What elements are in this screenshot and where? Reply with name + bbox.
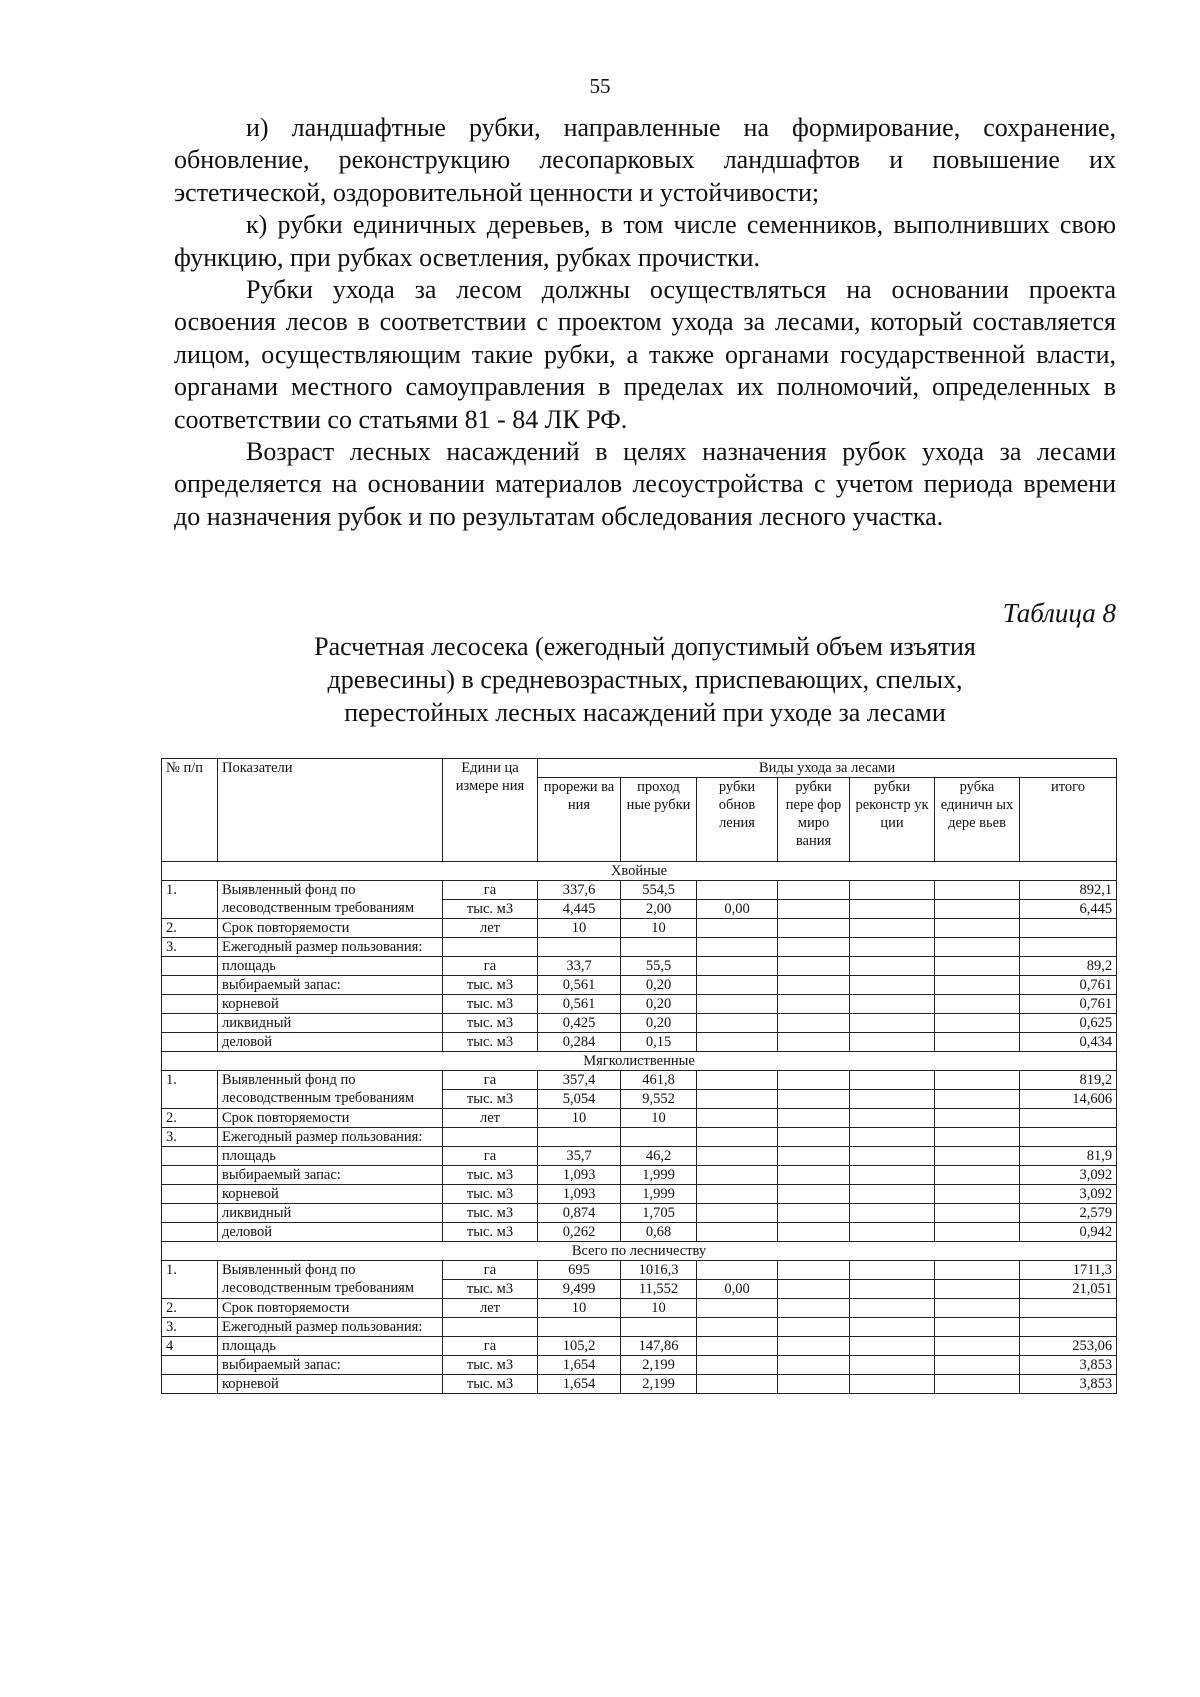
cell-value xyxy=(850,881,935,900)
cell-value xyxy=(778,1204,850,1223)
header-col: прорежи ва ния xyxy=(538,778,621,862)
cell-value xyxy=(621,1128,697,1147)
cell-value xyxy=(697,1128,778,1147)
row-label: выбираемый запас: xyxy=(218,976,443,995)
cell-value xyxy=(1020,1299,1117,1318)
cell-value xyxy=(935,1204,1020,1223)
row-label: площадь xyxy=(218,957,443,976)
table-title-line: древесины) в средневозрастных, приспевающих, спелых, xyxy=(327,665,963,694)
cell-value xyxy=(935,1356,1020,1375)
row-number xyxy=(162,1375,218,1394)
cell-value: 0,284 xyxy=(538,1033,621,1052)
cell-value xyxy=(935,1033,1020,1052)
cell-value xyxy=(697,1014,778,1033)
cell-value: 10 xyxy=(621,1299,697,1318)
cell-value xyxy=(778,1033,850,1052)
cell-value xyxy=(778,1375,850,1394)
cell-value: 0,761 xyxy=(1020,995,1117,1014)
cell-value: 0,561 xyxy=(538,995,621,1014)
cell-value xyxy=(538,938,621,957)
group-title: Мягколиственные xyxy=(162,1052,1117,1071)
cell-value xyxy=(697,1033,778,1052)
table-title-line: Расчетная лесосека (ежегодный допустимый объем изъятия xyxy=(314,632,976,661)
table-row xyxy=(162,995,1117,1014)
cell-value: 33,7 xyxy=(538,957,621,976)
cell-value: 46,2 xyxy=(621,1147,697,1166)
row-label: Выявленный фонд по лесоводственным требованиям xyxy=(218,881,443,919)
cell-value xyxy=(697,957,778,976)
cell-value: 4,445 xyxy=(538,900,621,919)
cell-value xyxy=(935,976,1020,995)
row-label: Выявленный фонд по лесоводственным требованиям xyxy=(218,1071,443,1109)
cell-value xyxy=(697,1261,778,1280)
row-label: Срок повторяемости xyxy=(218,919,443,938)
row-label: Ежегодный размер пользования: xyxy=(218,1318,443,1337)
cell-value xyxy=(697,881,778,900)
cell-value xyxy=(935,1109,1020,1128)
cell-value: 0,625 xyxy=(1020,1014,1117,1033)
cell-value xyxy=(538,1128,621,1147)
row-number xyxy=(162,1204,218,1223)
row-number: 1. xyxy=(162,1261,218,1299)
row-unit: га xyxy=(443,957,538,976)
row-unit: тыс. м3 xyxy=(443,1166,538,1185)
cell-value: 0,00 xyxy=(697,1280,778,1299)
table-row xyxy=(162,1204,1117,1223)
row-label: корневой xyxy=(218,1185,443,1204)
cell-value xyxy=(778,919,850,938)
cell-value: 2,199 xyxy=(621,1375,697,1394)
table-row xyxy=(162,1166,1117,1185)
table-row xyxy=(162,1109,1117,1128)
cell-value xyxy=(538,1318,621,1337)
cell-value: 0,262 xyxy=(538,1223,621,1242)
cell-value xyxy=(778,1166,850,1185)
row-label: Ежегодный размер пользования: xyxy=(218,1128,443,1147)
row-number: 1. xyxy=(162,881,218,919)
row-number xyxy=(162,1185,218,1204)
row-number: 3. xyxy=(162,1318,218,1337)
row-number xyxy=(162,957,218,976)
cell-value xyxy=(778,881,850,900)
cell-value xyxy=(621,1318,697,1337)
row-number xyxy=(162,995,218,1014)
table-row xyxy=(162,938,1117,957)
cell-value xyxy=(778,1318,850,1337)
cell-value xyxy=(778,1185,850,1204)
row-label: выбираемый запас: xyxy=(218,1356,443,1375)
row-unit: тыс. м3 xyxy=(443,900,538,919)
cell-value xyxy=(850,1014,935,1033)
row-unit: тыс. м3 xyxy=(443,1185,538,1204)
row-unit: тыс. м3 xyxy=(443,995,538,1014)
logging-table xyxy=(161,758,1117,1394)
cell-value: 21,051 xyxy=(1020,1280,1117,1299)
cell-value xyxy=(697,995,778,1014)
cell-value: 14,606 xyxy=(1020,1090,1117,1109)
page-number: 55 xyxy=(589,74,611,98)
cell-value: 81,9 xyxy=(1020,1147,1117,1166)
cell-value xyxy=(850,1033,935,1052)
row-number xyxy=(162,976,218,995)
cell-value xyxy=(778,1223,850,1242)
cell-value xyxy=(935,995,1020,1014)
cell-value xyxy=(697,1185,778,1204)
cell-value xyxy=(778,1090,850,1109)
cell-value: 0,68 xyxy=(621,1223,697,1242)
cell-value xyxy=(850,919,935,938)
table-row xyxy=(162,976,1117,995)
cell-value: 0,561 xyxy=(538,976,621,995)
cell-value xyxy=(697,1166,778,1185)
cell-value: 9,499 xyxy=(538,1280,621,1299)
cell-value: 1016,3 xyxy=(621,1261,697,1280)
row-label: ликвидный xyxy=(218,1204,443,1223)
cell-value xyxy=(935,1166,1020,1185)
cell-value xyxy=(778,1147,850,1166)
cell-value: 0,20 xyxy=(621,976,697,995)
row-unit: тыс. м3 xyxy=(443,1090,538,1109)
cell-value: 0,20 xyxy=(621,995,697,1014)
row-unit: тыс. м3 xyxy=(443,1014,538,1033)
cell-value xyxy=(1020,938,1117,957)
cell-value xyxy=(935,1014,1020,1033)
row-number xyxy=(162,1356,218,1375)
cell-value xyxy=(778,1071,850,1090)
cell-value xyxy=(850,1299,935,1318)
row-label: Срок повторяемости xyxy=(218,1109,443,1128)
cell-value xyxy=(697,1299,778,1318)
row-unit: га xyxy=(443,1071,538,1090)
row-number: 3. xyxy=(162,938,218,957)
table-row xyxy=(162,1337,1117,1356)
cell-value xyxy=(850,1223,935,1242)
cell-value: 2,199 xyxy=(621,1356,697,1375)
cell-value: 337,6 xyxy=(538,881,621,900)
cell-value: 1,999 xyxy=(621,1166,697,1185)
row-label: корневой xyxy=(218,995,443,1014)
cell-value xyxy=(850,1261,935,1280)
row-unit: га xyxy=(443,1147,538,1166)
row-unit: тыс. м3 xyxy=(443,1204,538,1223)
group-row xyxy=(162,1052,1117,1071)
cell-value xyxy=(935,957,1020,976)
cell-value xyxy=(1020,1128,1117,1147)
cell-value xyxy=(850,976,935,995)
cell-value xyxy=(935,1261,1020,1280)
cell-value: 3,853 xyxy=(1020,1356,1117,1375)
cell-value: 11,552 xyxy=(621,1280,697,1299)
cell-value xyxy=(697,919,778,938)
cell-value xyxy=(1020,1109,1117,1128)
cell-value xyxy=(850,900,935,919)
cell-value: 0,425 xyxy=(538,1014,621,1033)
table-row xyxy=(162,1147,1117,1166)
header-indicators: Показатели xyxy=(218,759,443,862)
row-number xyxy=(162,1033,218,1052)
group-row xyxy=(162,862,1117,881)
cell-value: 105,2 xyxy=(538,1337,621,1356)
table-header-row xyxy=(162,759,1117,778)
cell-value xyxy=(697,1147,778,1166)
cell-value xyxy=(778,900,850,919)
row-unit: тыс. м3 xyxy=(443,976,538,995)
table-row xyxy=(162,1261,1117,1280)
cell-value xyxy=(935,1185,1020,1204)
cell-value: 0,942 xyxy=(1020,1223,1117,1242)
row-number: 1. xyxy=(162,1071,218,1109)
cell-value: 147,86 xyxy=(621,1337,697,1356)
table-row xyxy=(162,881,1117,900)
row-unit: га xyxy=(443,1261,538,1280)
row-label: Срок повторяемости xyxy=(218,1299,443,1318)
cell-value xyxy=(935,1090,1020,1109)
header-kinds: Виды ухода за лесами xyxy=(538,759,1117,778)
row-unit xyxy=(443,1318,538,1337)
cell-value xyxy=(778,1014,850,1033)
cell-value: 3,092 xyxy=(1020,1166,1117,1185)
row-label: деловой xyxy=(218,1223,443,1242)
cell-value xyxy=(697,1090,778,1109)
group-title: Всего по лесничеству xyxy=(162,1242,1117,1261)
cell-value xyxy=(697,938,778,957)
cell-value: 357,4 xyxy=(538,1071,621,1090)
cell-value xyxy=(778,1109,850,1128)
cell-value: 1,093 xyxy=(538,1166,621,1185)
cell-value: 2,00 xyxy=(621,900,697,919)
row-unit: лет xyxy=(443,1299,538,1318)
row-unit: тыс. м3 xyxy=(443,1356,538,1375)
cell-value xyxy=(778,1356,850,1375)
row-label: выбираемый запас: xyxy=(218,1166,443,1185)
row-label: ликвидный xyxy=(218,1014,443,1033)
cell-value: 0,434 xyxy=(1020,1033,1117,1052)
header-col: проход ные рубки xyxy=(621,778,697,862)
row-label: площадь xyxy=(218,1147,443,1166)
cell-value: 10 xyxy=(621,919,697,938)
cell-value: 3,853 xyxy=(1020,1375,1117,1394)
cell-value: 1,654 xyxy=(538,1356,621,1375)
paragraph: Возраст лесных насаждений в целях назначения рубок ухода за лесами определяется на основании материалов лесоустройства с учетом периода времени до назначения рубок и по результатам обследования лесного участка. xyxy=(174,437,1116,531)
cell-value: 1,654 xyxy=(538,1375,621,1394)
cell-value xyxy=(935,1128,1020,1147)
row-unit: лет xyxy=(443,1109,538,1128)
cell-value xyxy=(778,1261,850,1280)
table-row xyxy=(162,1375,1117,1394)
cell-value xyxy=(850,1090,935,1109)
cell-value: 819,2 xyxy=(1020,1071,1117,1090)
header-col: рубки пере фор миро вания xyxy=(778,778,850,862)
table-row xyxy=(162,1071,1117,1090)
cell-value xyxy=(778,957,850,976)
row-unit: тыс. м3 xyxy=(443,1280,538,1299)
cell-value xyxy=(778,995,850,1014)
row-number xyxy=(162,1166,218,1185)
row-unit xyxy=(443,1128,538,1147)
cell-value: 10 xyxy=(621,1109,697,1128)
cell-value: 1,093 xyxy=(538,1185,621,1204)
cell-value xyxy=(697,1204,778,1223)
paragraph: к) рубки единичных деревьев, в том числе семенников, выполнивших свою функцию, при рубках осветления, рубках прочистки. xyxy=(174,210,1116,272)
cell-value xyxy=(850,938,935,957)
cell-value: 461,8 xyxy=(621,1071,697,1090)
row-number xyxy=(162,1223,218,1242)
row-unit xyxy=(443,938,538,957)
cell-value xyxy=(697,1375,778,1394)
cell-value xyxy=(850,1280,935,1299)
cell-value xyxy=(935,900,1020,919)
cell-value xyxy=(850,1166,935,1185)
cell-value xyxy=(697,1318,778,1337)
table-body xyxy=(162,759,1117,1394)
cell-value xyxy=(935,1318,1020,1337)
cell-value: 0,874 xyxy=(538,1204,621,1223)
cell-value xyxy=(697,1356,778,1375)
cell-value: 253,06 xyxy=(1020,1337,1117,1356)
cell-value xyxy=(935,1223,1020,1242)
cell-value xyxy=(850,1071,935,1090)
cell-value: 1711,3 xyxy=(1020,1261,1117,1280)
cell-value xyxy=(850,1356,935,1375)
cell-value xyxy=(697,1109,778,1128)
cell-value xyxy=(935,1280,1020,1299)
cell-value xyxy=(850,1204,935,1223)
cell-value xyxy=(850,1337,935,1356)
row-unit: лет xyxy=(443,919,538,938)
cell-value: 0,761 xyxy=(1020,976,1117,995)
table-row xyxy=(162,1033,1117,1052)
cell-value xyxy=(935,1071,1020,1090)
group-row xyxy=(162,1242,1117,1261)
cell-value xyxy=(850,1185,935,1204)
table-row xyxy=(162,957,1117,976)
cell-value xyxy=(697,1337,778,1356)
header-col: рубка единичн ых дере вьев xyxy=(935,778,1020,862)
row-unit: тыс. м3 xyxy=(443,1033,538,1052)
paragraph: и) ландшафтные рубки, направленные на формирование, сохранение, обновление, реконструкцию лесопарковых ландшафтов и повышение их эстетической, оздоровительной ценности и устойчивости; xyxy=(174,113,1116,207)
cell-value: 10 xyxy=(538,919,621,938)
row-label: Ежегодный размер пользования: xyxy=(218,938,443,957)
row-number: 3. xyxy=(162,1128,218,1147)
cell-value: 695 xyxy=(538,1261,621,1280)
cell-value: 892,1 xyxy=(1020,881,1117,900)
cell-value: 35,7 xyxy=(538,1147,621,1166)
cell-value xyxy=(935,1375,1020,1394)
cell-value xyxy=(850,1375,935,1394)
table-row xyxy=(162,1128,1117,1147)
cell-value xyxy=(778,1337,850,1356)
table-row xyxy=(162,1318,1117,1337)
row-unit: тыс. м3 xyxy=(443,1223,538,1242)
row-number xyxy=(162,1014,218,1033)
table-title-line: перестойных лесных насаждений при уходе за лесами xyxy=(344,698,946,727)
header-col: итого xyxy=(1020,778,1117,862)
row-number: 4 xyxy=(162,1337,218,1356)
cell-value xyxy=(697,1223,778,1242)
cell-value xyxy=(778,976,850,995)
cell-value xyxy=(850,1109,935,1128)
cell-value xyxy=(850,957,935,976)
cell-value: 5,054 xyxy=(538,1090,621,1109)
cell-value xyxy=(1020,1318,1117,1337)
cell-value: 10 xyxy=(538,1109,621,1128)
row-number xyxy=(162,1147,218,1166)
paragraph: Рубки ухода за лесом должны осуществляться на основании проекта освоения лесов в соответствии с проектом ухода за лесами, который составляется лицом, осуществляющим такие рубки, а также органами государственной власти, органами местного самоуправления в пределах их полномочий, определенных в соответствии со статьями 81 - 84 ЛК РФ. xyxy=(174,275,1116,434)
cell-value xyxy=(850,1128,935,1147)
row-unit: тыс. м3 xyxy=(443,1375,538,1394)
table-row xyxy=(162,919,1117,938)
cell-value xyxy=(850,1147,935,1166)
cell-value: 10 xyxy=(538,1299,621,1318)
header-num: № п/п xyxy=(162,759,218,862)
cell-value xyxy=(935,919,1020,938)
row-label: деловой xyxy=(218,1033,443,1052)
cell-value: 9,552 xyxy=(621,1090,697,1109)
row-label: корневой xyxy=(218,1375,443,1394)
cell-value: 2,579 xyxy=(1020,1204,1117,1223)
cell-value xyxy=(935,1299,1020,1318)
cell-value xyxy=(935,881,1020,900)
cell-value xyxy=(621,938,697,957)
cell-value: 0,00 xyxy=(697,900,778,919)
cell-value: 554,5 xyxy=(621,881,697,900)
row-label: Выявленный фонд по лесоводственным требованиям xyxy=(218,1261,443,1299)
cell-value: 3,092 xyxy=(1020,1185,1117,1204)
cell-value xyxy=(697,1071,778,1090)
cell-value xyxy=(778,1280,850,1299)
body-text xyxy=(174,112,1116,533)
cell-value xyxy=(778,1128,850,1147)
cell-value xyxy=(850,1318,935,1337)
group-title: Хвойные xyxy=(162,862,1117,881)
table-row xyxy=(162,1223,1117,1242)
table-row xyxy=(162,1299,1117,1318)
table-row xyxy=(162,1014,1117,1033)
cell-value: 6,445 xyxy=(1020,900,1117,919)
cell-value xyxy=(935,1337,1020,1356)
row-number: 2. xyxy=(162,1299,218,1318)
table-row xyxy=(162,1356,1117,1375)
row-number: 2. xyxy=(162,919,218,938)
cell-value xyxy=(778,938,850,957)
header-unit: Едини ца измере ния xyxy=(443,759,538,862)
header-col: рубки реконстр ук ции xyxy=(850,778,935,862)
cell-value: 89,2 xyxy=(1020,957,1117,976)
row-unit: га xyxy=(443,881,538,900)
row-unit: га xyxy=(443,1337,538,1356)
cell-value xyxy=(778,1299,850,1318)
row-label: площадь xyxy=(218,1337,443,1356)
cell-value: 1,999 xyxy=(621,1185,697,1204)
row-number: 2. xyxy=(162,1109,218,1128)
cell-value xyxy=(1020,919,1117,938)
cell-value xyxy=(850,995,935,1014)
cell-value xyxy=(935,938,1020,957)
cell-value: 0,15 xyxy=(621,1033,697,1052)
cell-value: 1,705 xyxy=(621,1204,697,1223)
cell-value xyxy=(935,1147,1020,1166)
table-title xyxy=(174,630,1116,729)
table-caption: Таблица 8 xyxy=(1002,598,1116,628)
cell-value xyxy=(697,976,778,995)
table-row xyxy=(162,1185,1117,1204)
cell-value: 55,5 xyxy=(621,957,697,976)
header-col: рубки обнов ления xyxy=(697,778,778,862)
cell-value: 0,20 xyxy=(621,1014,697,1033)
